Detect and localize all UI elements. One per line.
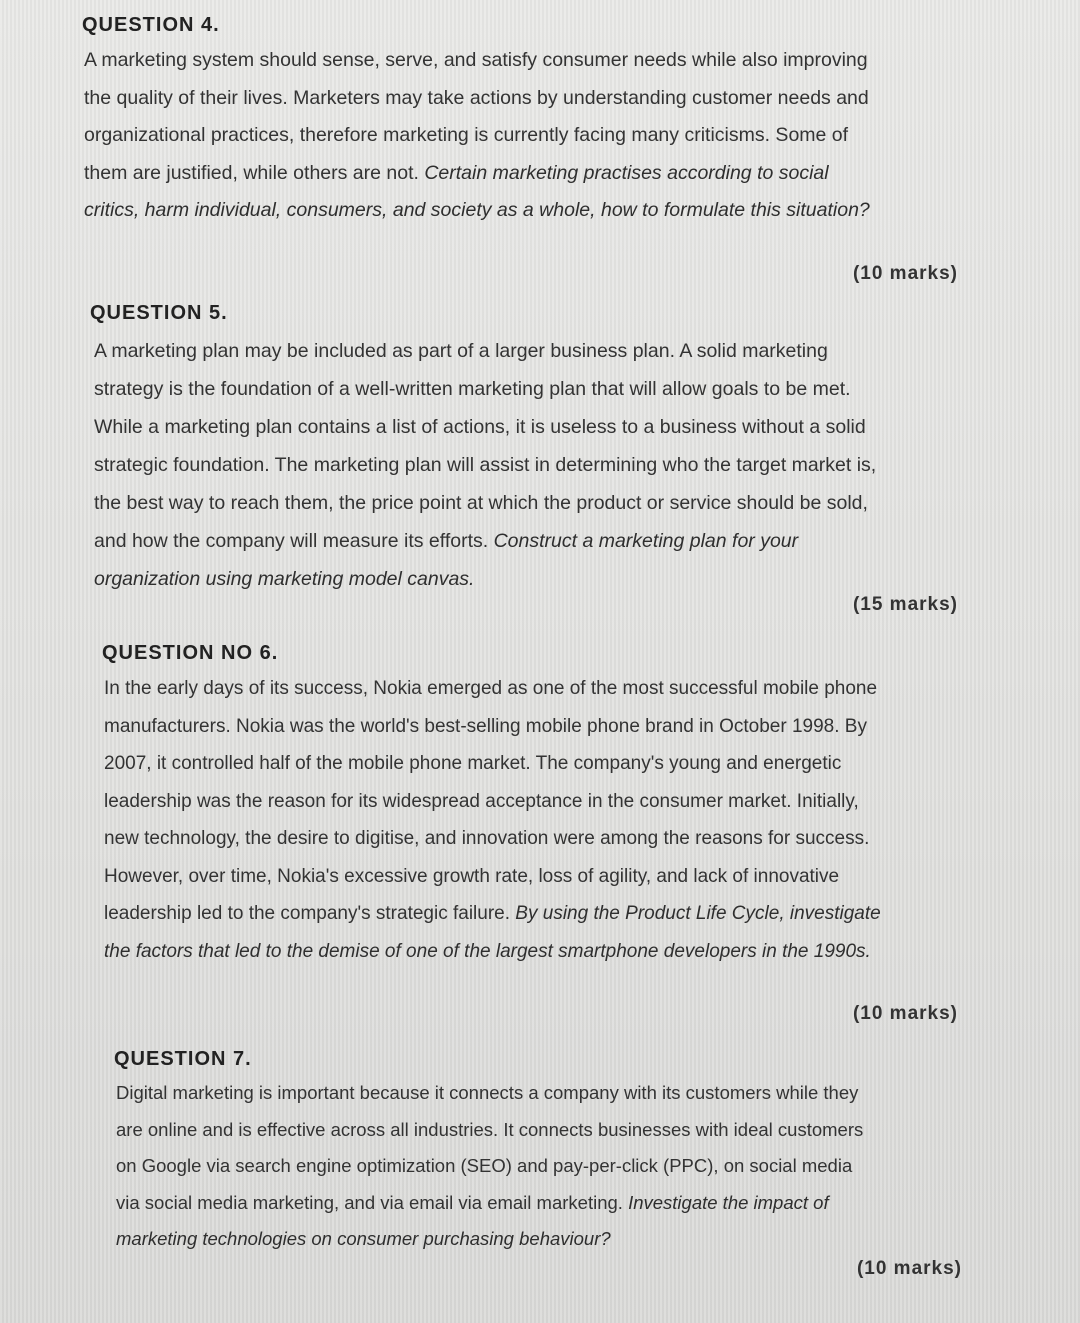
question-5-heading: QUESTION 5. xyxy=(90,302,228,324)
question-7-line xyxy=(116,1221,1000,1258)
question-5-text xyxy=(94,332,1000,598)
question-5-marks: (15 marks) xyxy=(852,594,958,615)
question-6-line-text: leadership led to the company's strategic failure. xyxy=(104,903,516,924)
question-7-line: Digital marketing is important because it connects a company with its customers while they xyxy=(116,1082,859,1103)
question-4-line: the quality of their lives. Marketers may take actions by understanding customer needs and xyxy=(84,86,869,109)
question-7-text xyxy=(116,1075,1000,1258)
question-4-heading: QUESTION 4. xyxy=(82,14,220,36)
question-5-line: While a marketing plan contains a list of actions, it is useless to a business without a solid xyxy=(94,416,866,438)
question-4-line xyxy=(84,155,1000,193)
question-4-line xyxy=(84,192,1000,230)
question-7-line xyxy=(116,1185,1000,1222)
question-7-line-text: via social media marketing, and via email via email marketing. xyxy=(116,1191,629,1213)
question-4-task: Certain marketing practises according to social xyxy=(424,161,829,184)
question-6-task: By using the Product Life Cycle, investigate xyxy=(515,903,881,924)
question-5-line: the best way to reach them, the price point at which the product or service should be sold, xyxy=(94,492,868,514)
question-7-marks: (10 marks) xyxy=(856,1258,962,1279)
question-6-line: leadership was the reason for its widespread acceptance in the consumer market. Initially, xyxy=(104,790,859,812)
question-7-task: marketing technologies on consumer purchasing behaviour? xyxy=(116,1228,611,1249)
question-5-line: A marketing plan may be included as part of a larger business plan. A solid marketing xyxy=(94,340,828,362)
question-5-line: strategic foundation. The marketing plan will assist in determining who the target market is, xyxy=(94,454,877,476)
question-7-line: on Google via search engine optimization (SEO) and pay-per-click (PPC), on social media xyxy=(116,1155,853,1176)
question-6-line xyxy=(104,895,1000,933)
question-6-line: In the early days of its success, Nokia emerged as one of the most successful mobile phone xyxy=(104,678,878,699)
question-6-line: manufacturers. Nokia was the world's best-selling mobile phone brand in October 1998. By xyxy=(104,715,867,737)
question-6-heading: QUESTION NO 6. xyxy=(102,642,279,664)
question-6-line: However, over time, Nokia's excessive growth rate, loss of agility, and lack of innovative xyxy=(104,865,840,887)
question-4-line: organizational practices, therefore marketing is currently facing many criticisms. Some of xyxy=(84,124,849,146)
question-5-task: organization using marketing model canvas. xyxy=(94,568,475,590)
question-7-heading: QUESTION 7. xyxy=(114,1048,252,1070)
question-5-line: strategy is the foundation of a well-written marketing plan that will allow goals to be met. xyxy=(94,378,851,400)
question-7-task: Investigate the impact of xyxy=(628,1191,829,1213)
question-5-line xyxy=(94,522,1000,560)
question-4-task: critics, harm individual, consumers, and society as a whole, how to formulate this situation? xyxy=(84,199,870,221)
question-4-marks: (10 marks) xyxy=(852,263,958,284)
question-5-line xyxy=(94,560,1000,598)
question-4-text xyxy=(84,42,1000,230)
question-6-task: the factors that led to the demise of one of the largest smartphone developers in the 1990s. xyxy=(104,940,871,962)
question-6-line: 2007, it controlled half of the mobile phone market. The company's young and energetic xyxy=(104,753,842,774)
question-7-line: are online and is effective across all industries. It connects businesses with ideal customers xyxy=(116,1118,864,1140)
question-5-task: Construct a marketing plan for your xyxy=(493,530,799,552)
question-6-line xyxy=(104,933,1000,971)
question-4-line: A marketing system should sense, serve, and satisfy consumer needs while also improving xyxy=(84,49,868,71)
question-6-marks: (10 marks) xyxy=(852,1003,958,1024)
question-6-text xyxy=(104,670,1000,970)
question-5-line-text: and how the company will measure its efforts. xyxy=(94,530,494,552)
question-6-line: new technology, the desire to digitise, and innovation were among the reasons for success. xyxy=(104,828,870,849)
question-4-line-text: them are justified, while others are not. xyxy=(84,161,425,184)
